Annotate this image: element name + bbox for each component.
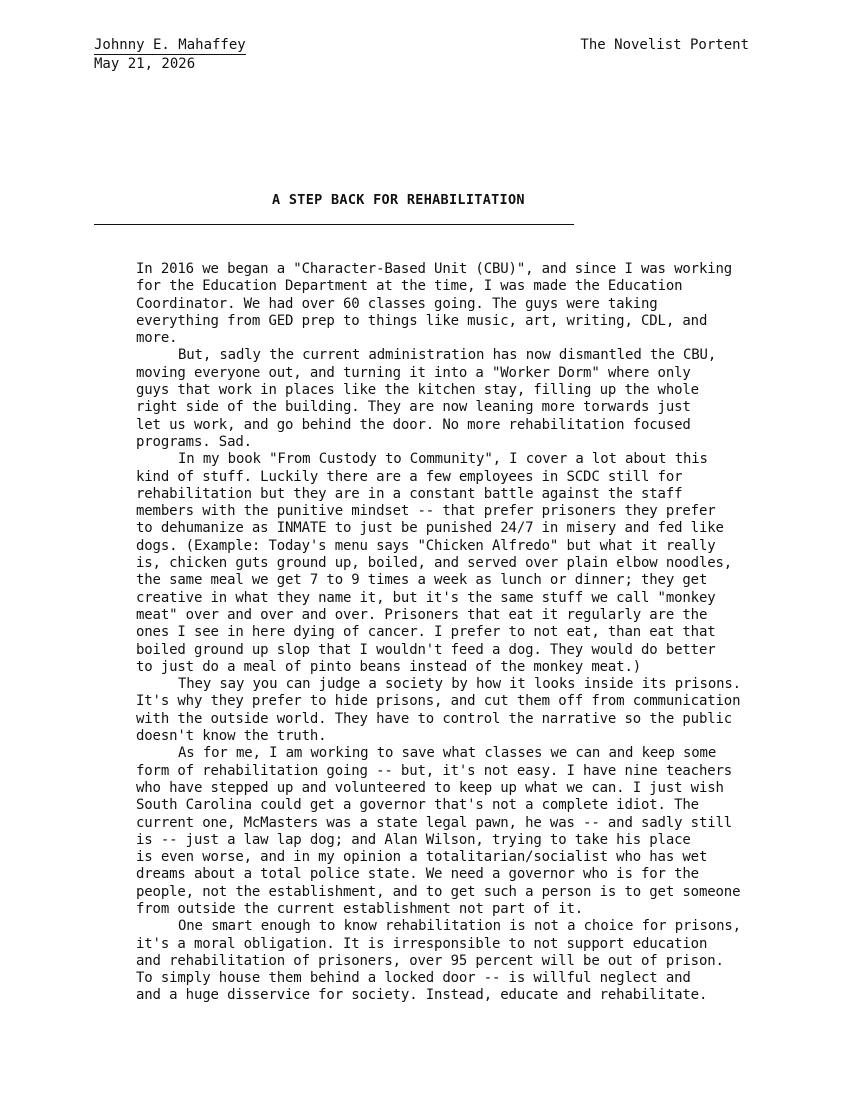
body-text-line: is, chicken guts ground up, boiled, and served over plain elbow noodles,: [136, 555, 733, 572]
publication-name: The Novelist Portent: [580, 37, 749, 53]
body-text-line: from outside the current establishment not part of it.: [136, 900, 584, 917]
body-text-line: boiled ground up slop that I wouldn't feed a dog. They would do better: [136, 641, 716, 658]
body-text-line: for the Education Department at the time, I was made the Education: [136, 278, 683, 295]
body-text-line: is -- just a law lap dog; and Alan Wilson, trying to take his place: [136, 831, 691, 848]
body-text-line: In my book "From Custody to Community", I cover a lot about this: [178, 451, 708, 468]
body-text-line: more.: [136, 330, 178, 347]
body-text-line: is even worse, and in my opinion a totalitarian/socialist who has wet: [136, 849, 708, 866]
body-text-line: To simply house them behind a locked door -- is willful neglect and: [136, 970, 691, 987]
body-text-line: moving everyone out, and turning it into a "Worker Dorm" where only: [136, 364, 691, 381]
body-text-line: let us work, and go behind the door. No more rehabilitation focused: [136, 416, 691, 433]
body-text-line: current one, McMasters was a state legal pawn, he was -- and sadly still: [136, 814, 733, 831]
body-text-line: with the outside world. They have to control the narrative so the public: [136, 710, 733, 727]
body-text-line: As for me, I am working to save what classes we can and keep some: [178, 745, 717, 762]
author-name: Johnny E. Mahaffey: [94, 37, 246, 53]
body-text-line: doesn't know the truth.: [136, 728, 327, 745]
body-text-line: everything from GED prep to things like music, art, writing, CDL, and: [136, 312, 708, 329]
body-text-line: guys that work in places like the kitchen stay, filling up the whole: [136, 382, 699, 399]
body-text-line: members with the punitive mindset -- that prefer prisoners they prefer: [136, 503, 716, 520]
body-text-line: and rehabilitation of prisoners, over 95 percent will be out of prison.: [136, 952, 724, 969]
body-text-line: creative in what they name it, but it's the same stuff we call "monkey: [136, 589, 716, 606]
body-text-line: people, not the establishment, and to get such a person is to get someone: [136, 883, 741, 900]
body-text-line: But, sadly the current administration has now dismantled the CBU,: [178, 347, 717, 364]
body-text-line: it's a moral obligation. It is irresponsible to not support education: [136, 935, 708, 952]
body-text-line: to just do a meal of pinto beans instead of the monkey meat.): [136, 658, 642, 675]
body-text-line: form of rehabilitation going -- but, it's not easy. I have nine teachers: [136, 762, 733, 779]
body-text-line: to dehumanize as INMATE to just be punished 24/7 in misery and fed like: [136, 520, 724, 537]
body-text-line: the same meal we get 7 to 9 times a week as lunch or dinner; they get: [136, 572, 708, 589]
body-text-line: who have stepped up and volunteered to keep up what we can. I just wish: [136, 779, 724, 796]
document-date: May 21, 2026: [94, 56, 196, 72]
body-text-line: right side of the building. They are now leaning more torwards just: [136, 399, 691, 416]
body-text-line: and a huge disservice for society. Instead, educate and rehabilitate.: [136, 987, 708, 1004]
body-text-line: rehabilitation but they are in a constant battle against the staff: [136, 485, 683, 502]
body-text-line: ones I see in here dying of cancer. I prefer to not eat, than eat that: [136, 624, 716, 641]
body-text-line: They say you can judge a society by how it looks inside its prisons.: [178, 676, 741, 693]
body-text-line: kind of stuff. Luckily there are a few employees in SCDC still for: [136, 468, 683, 485]
body-text-line: dogs. (Example: Today's menu says "Chicken Alfredo" but what it really: [136, 537, 716, 554]
body-text-line: South Carolina could get a governor that's not a complete idiot. The: [136, 797, 699, 814]
body-text-line: Coordinator. We had over 60 classes going. The guys were taking: [136, 295, 658, 312]
body-text-line: dreams about a total police state. We need a governor who is for the: [136, 866, 699, 883]
body-text-line: meat" over and over and over. Prisoners that eat it regularly are the: [136, 606, 708, 623]
body-text-line: In 2016 we began a "Character-Based Unit (CBU)", and since I was working: [136, 261, 733, 277]
body-text-line: programs. Sad.: [136, 433, 252, 450]
body-text-line: One smart enough to know rehabilitation is not a choice for prisons,: [178, 918, 741, 935]
title-underline-divider: [94, 224, 574, 225]
body-text-line: It's why they prefer to hide prisons, and cut them off from communication: [136, 693, 741, 710]
article-title: A STEP BACK FOR REHABILITATION: [272, 192, 525, 208]
article-body: [136, 261, 766, 1005]
